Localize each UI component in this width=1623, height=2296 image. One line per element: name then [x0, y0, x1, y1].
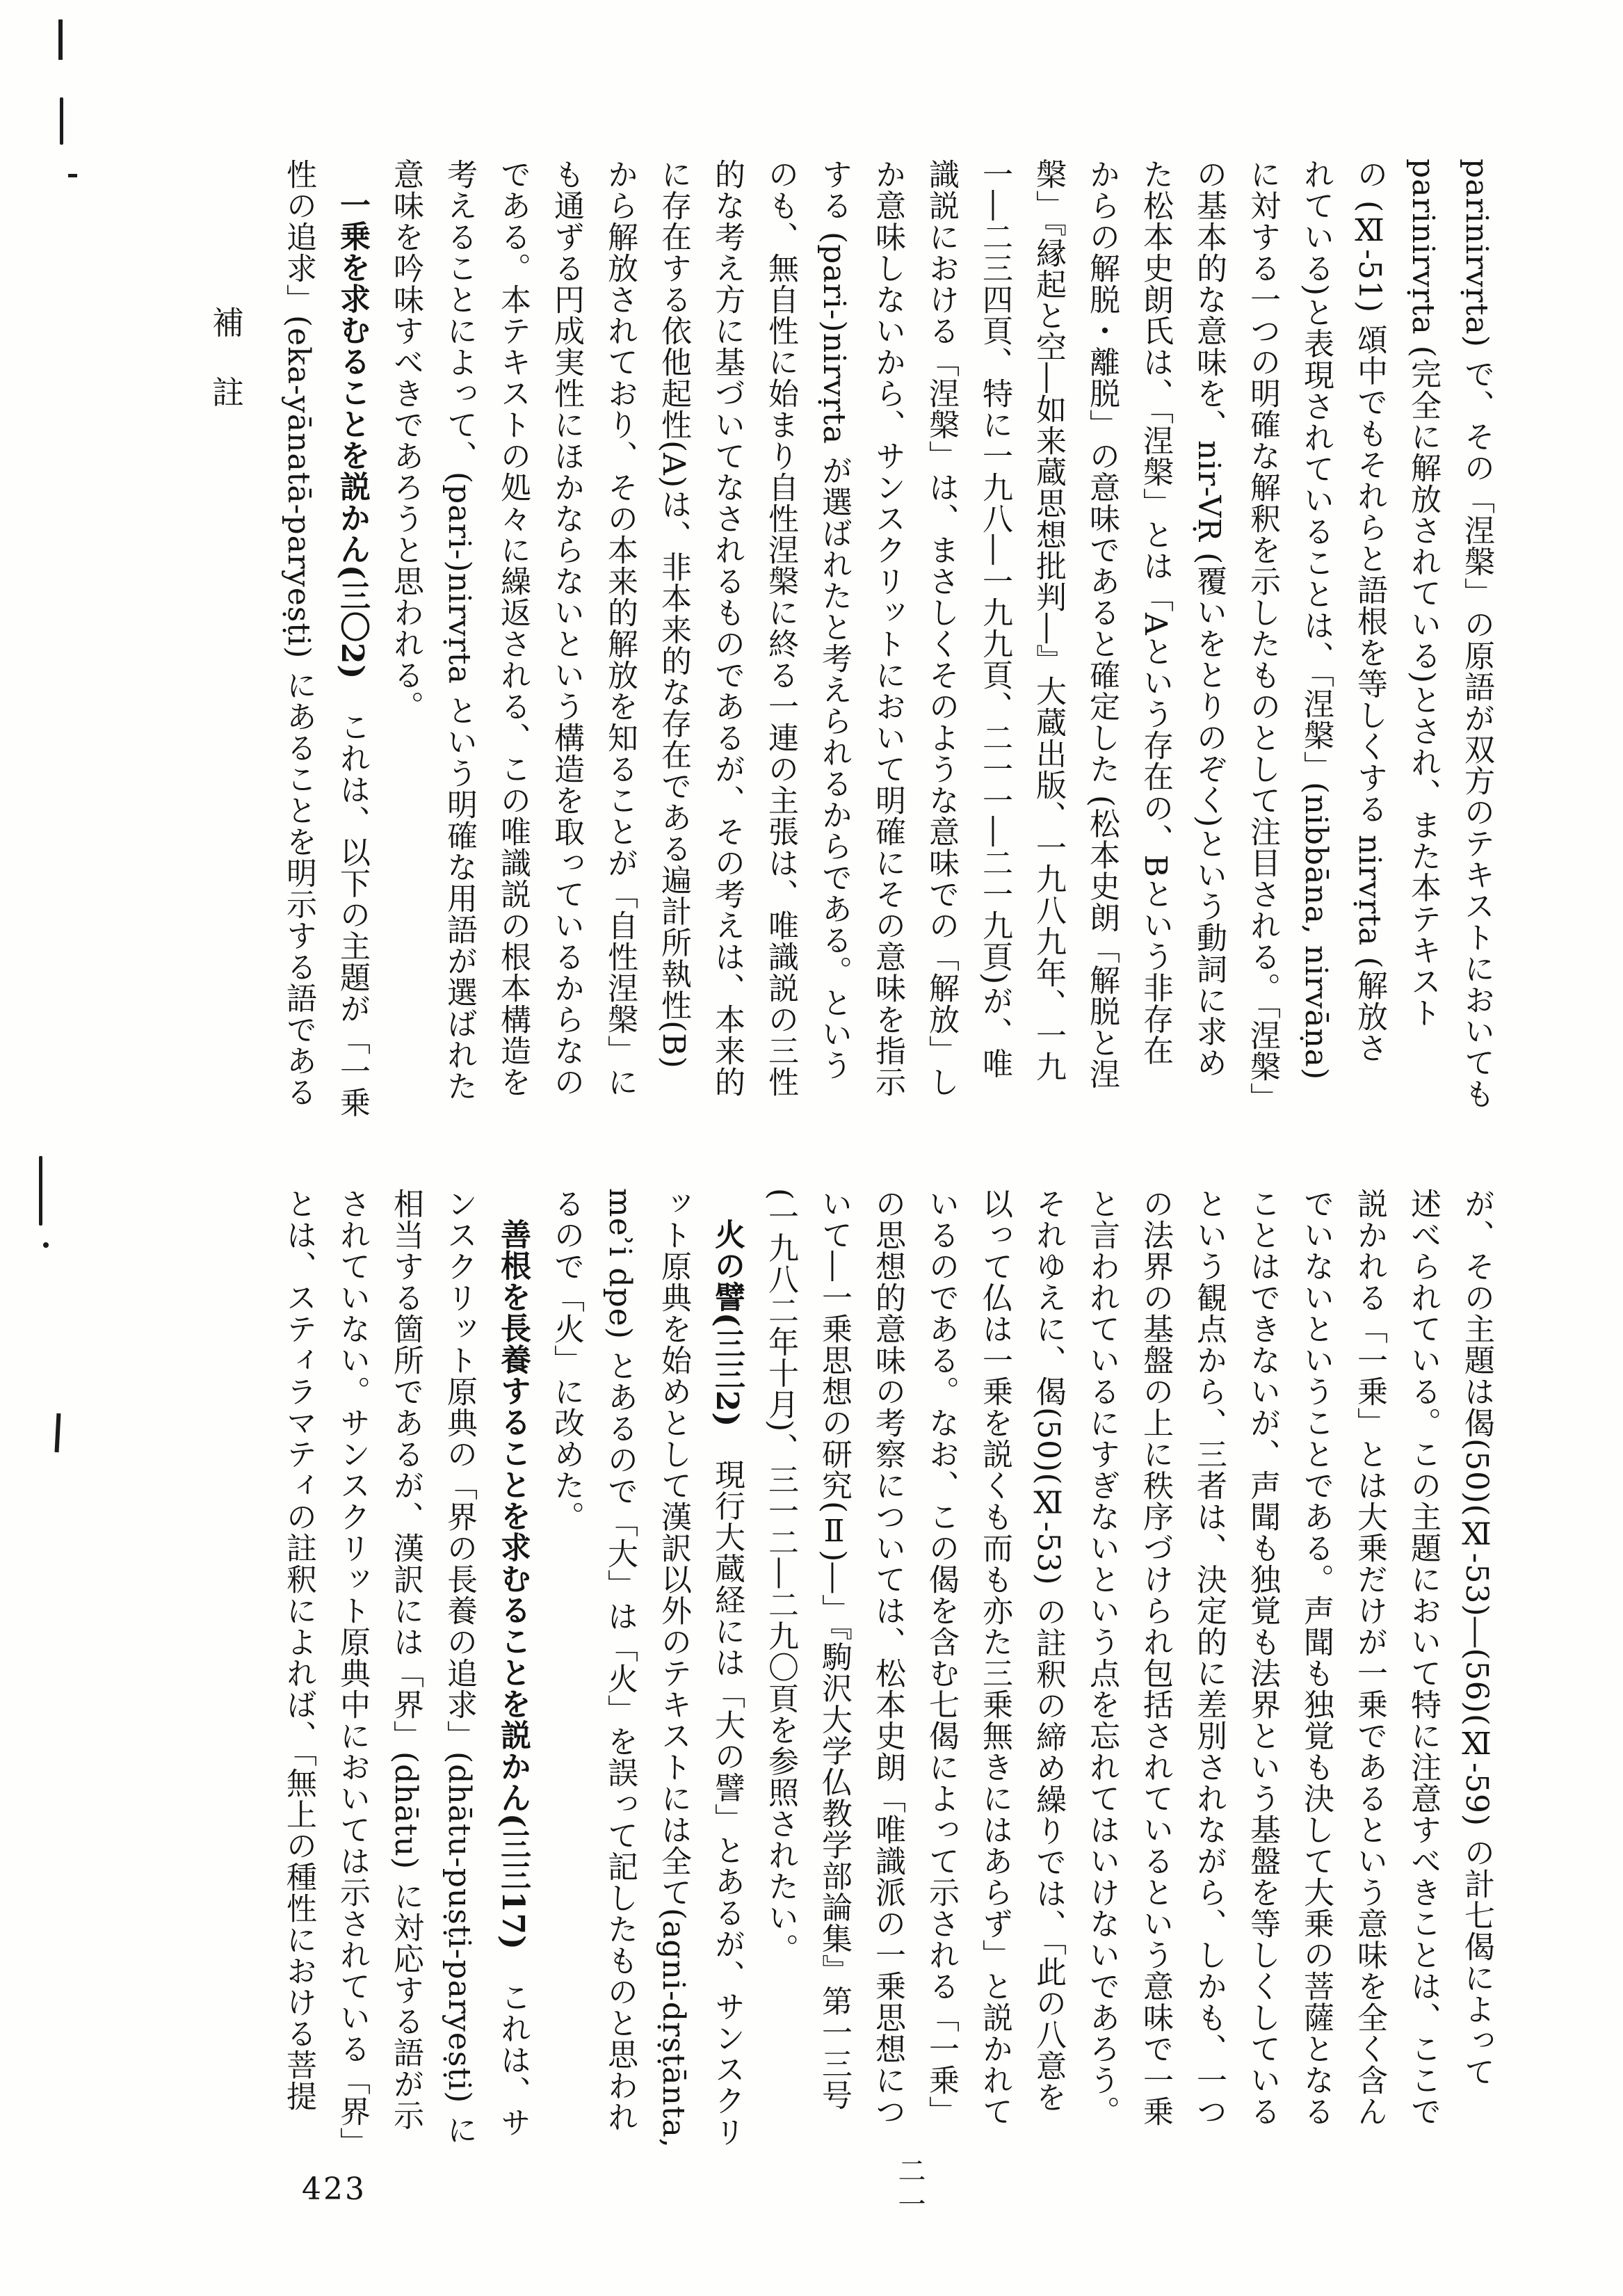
text-column: れている)と表現されていることは、「涅槃」(nibbāna, nirvāṇa)	[1298, 159, 1334, 1081]
text-column: から解放されており、その本来的解放を知ることが「自性涅槃」に	[602, 159, 638, 1098]
text-column: か意味しないから、サンスクリットにおいて明確にその意味を指示	[870, 159, 905, 1098]
scan-artifact-mark	[68, 174, 77, 177]
text-column: の思想的意味の考察については、松本史朗「唯識派の一乗思想につ	[870, 1188, 905, 2127]
scan-artifact-mark	[55, 1413, 61, 1452]
scan-artifact-mark	[39, 1156, 42, 1226]
note-lemma: 一乗を求むることを説かん(三〇2)	[334, 189, 370, 680]
lower-text-band	[272, 1188, 1503, 2158]
text-column: 一―二三四頁、特に一九八―一九九頁、二一一―二一九頁)が、唯	[977, 159, 1012, 1079]
text-column: 識説における「涅槃」は、まさしくそのような意味での「解放」し	[923, 159, 959, 1098]
text-column: からの解脱・離脱」の意味であると確定した (松本史朗「解脱と涅	[1084, 159, 1120, 1090]
note-column	[325, 159, 379, 1118]
text-column: 考えることによって、(pari-)nirvṛta という明確な用語が選ばれた	[442, 159, 477, 1102]
note-lemma: 火の譬(三三2)	[709, 1219, 745, 1428]
text-column: (一九八二年十月)、三一二―二九〇頁を参照されたい。	[763, 1188, 798, 1965]
text-column: に存在する依他起性(A)は、非本来的な存在である遍計所執性(B)	[656, 159, 691, 1069]
text-column: ことはできないが、声聞も独覚も法界という基盤を等しくしている	[1245, 1188, 1280, 2127]
section-heading: 補 註	[207, 306, 245, 410]
note-column	[486, 1188, 540, 2138]
text-column: する (pari-)nirvṛta が選ばれたと考えられるからである。という	[816, 159, 852, 1081]
text-column: 相当する箇所であるが、漢訳には「界」(dhātu) に対応する語が示	[388, 1188, 423, 2131]
text-column: 性の追求」(eka-yānatā-paryeṣṭi) にあることを明示する語である	[281, 159, 316, 1108]
upper-text-band	[272, 159, 1503, 1118]
text-column: ンスクリット原典の「界の長養の追求」(dhātu-puṣṭi-paryeṣṭi) に	[442, 1188, 477, 2146]
text-column: parinirvṛta (完全に解放されている)とされ、また本テキスト	[1405, 159, 1441, 1029]
text-column: meʾi dpe) とあるので「大」は「火」を誤って記したものと思われ	[602, 1188, 638, 2133]
text-column: という観点から、三者は、決定的に差別されながら、しかも、一つ	[1191, 1188, 1227, 2127]
article-page-number: 二一	[894, 2156, 926, 2223]
scan-artifact-mark	[58, 19, 63, 60]
text-column: が、その主題は偈(50)(Ⅺ-53)―(56)(Ⅺ-59) の計七偈によって	[1459, 1188, 1494, 2088]
text-column: も通ずる円成実性にほかならないという構造を取っているからなの	[549, 159, 584, 1098]
text-column: 的な考え方に基づいてなされるものであるが、その考えは、本来的	[709, 159, 745, 1098]
text-column: いて―一乗思想の研究(Ⅱ)―」『駒沢大学仏教学部論集』第一三号	[816, 1188, 852, 2111]
text-column: いるのである。なお、この偈を含む七偈によって示される「一乗」	[923, 1188, 959, 2127]
column-text: これは、以下の主題が「一乗	[334, 680, 370, 1118]
text-column: の基本的な意味を、nir-VṚ (覆いをとりのぞく)という動詞に求め	[1191, 159, 1227, 1079]
text-column: ット原典を始めとして漢訳以外のテキストには全て(agni-dṛṣṭānta,	[656, 1188, 691, 2149]
text-column: 以って仏は一乗を説くも而も亦た三乗無きにはあらず」と説かれて	[977, 1188, 1012, 2127]
text-column: とは、スティラマティの註釈によれば、「無上の種性における菩提	[281, 1188, 316, 2112]
column-text: これは、サ	[495, 1950, 531, 2138]
text-column: と言われているにすぎないという点を忘れてはいけないであろう。	[1084, 1188, 1120, 2127]
text-column: されていない。サンスクリット原典中においては示されている「界」	[334, 1188, 370, 2158]
scan-artifact-mark	[60, 97, 63, 145]
column-text: 現行大蔵経には「大の譬」とあるが、サンスクリ	[709, 1427, 745, 2148]
text-column: の (Ⅺ-51) 頌中でもそれらと語根を等しくする nirvṛta (解放さ	[1352, 159, 1387, 1063]
scan-artifact-mark	[43, 1242, 49, 1248]
text-column: それゆえに、偈(50)(Ⅺ-53) の註釈の締め繰りでは、「此の八意を	[1031, 1188, 1066, 2113]
note-column	[700, 1188, 754, 2148]
text-column: 述べられている。この主題において特に注意すべきことは、ここで	[1405, 1188, 1441, 2127]
text-column: parinirvṛta) で、その「涅槃」の原語が双方のテキストにおいても	[1459, 159, 1494, 1109]
book-page-number: 423	[302, 2171, 366, 2207]
text-column: のも、無自性に始まり自性涅槃に終る一連の主張は、唯識説の三性	[763, 159, 798, 1098]
text-column: である。本テキストの処々に繰返される、この唯識説の根本構造を	[495, 159, 531, 1098]
text-column: に対する一つの明確な解釈を示したものとして注目される。「涅槃」	[1245, 159, 1280, 1114]
note-lemma: 善根を長養することを求むることを説かん(三三17)	[495, 1219, 531, 1950]
text-column: 意味を吟味すべきであろうと思われる。	[388, 159, 423, 722]
text-column: でいないということである。声聞も独覚も決して大乗の菩薩となる	[1298, 1188, 1334, 2127]
text-column: た松本史朗氏は、「涅槃」とは「Aという存在の、Bという非存在	[1138, 159, 1173, 1066]
text-column: の法界の基盤の上に秩序づけられ包括されているという意味で一乗	[1138, 1188, 1173, 2127]
text-column: るので「火」に改めた。	[549, 1188, 584, 1532]
text-column: 説かれる「一乗」とは大乗だけが一乗であるという意味を全く含ん	[1352, 1188, 1387, 2127]
text-column: 槃」『縁起と空―如来蔵思想批判―』大蔵出版、一九八九年、一九	[1031, 159, 1066, 1082]
